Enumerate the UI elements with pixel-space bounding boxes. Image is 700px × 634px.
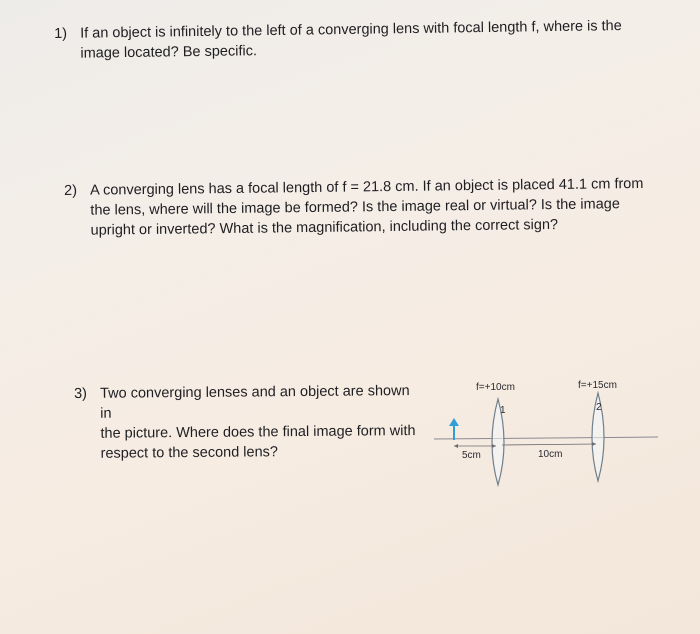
distance-1-label: 5cm: [462, 450, 481, 461]
lens-2-focal-label: f=+15cm: [578, 380, 617, 391]
distance-2-marker: [502, 442, 596, 446]
question-2-line-2: the lens, where will the image be formed? Is the image real or virtual? Is the image: [90, 196, 620, 219]
lens-diagram: [430, 368, 670, 493]
question-2-line-3: upright or inverted? What is the magnification, including the correct sign?: [90, 216, 559, 239]
question-1-number: 1): [54, 25, 68, 42]
lens-1-number: 1: [500, 405, 506, 416]
question-1-line-1: If an object is infinitely to the left of a converging lens with focal length f, where is the: [80, 18, 622, 42]
distance-1-marker: [454, 444, 496, 448]
question-3-line-3: respect to the second lens?: [100, 444, 279, 462]
question-1-text: [80, 16, 622, 64]
object-arrow: [449, 418, 459, 440]
question-3-number: 3): [74, 385, 88, 402]
lens-1-focal-label: f=+10cm: [476, 382, 515, 393]
question-1: [54, 15, 664, 62]
question-2-number: 2): [64, 182, 78, 199]
question-1-line-2: image located? Be specific.: [80, 43, 258, 62]
question-3: [74, 381, 424, 462]
question-3-text: [100, 381, 425, 464]
question-2-text: [90, 174, 644, 241]
question-3-line-2: the picture. Where does the final image form with: [100, 423, 416, 442]
lens-2-number: 2: [596, 402, 602, 413]
optical-axis: [434, 437, 658, 439]
question-2-line-1: A converging lens has a focal length of f = 21.8 cm. If an object is placed 41.1 cm from: [90, 175, 644, 199]
distance-2-label: 10cm: [538, 449, 563, 460]
question-3-line-1: Two converging lenses and an object are shown in: [100, 383, 410, 422]
question-2: [64, 174, 664, 239]
